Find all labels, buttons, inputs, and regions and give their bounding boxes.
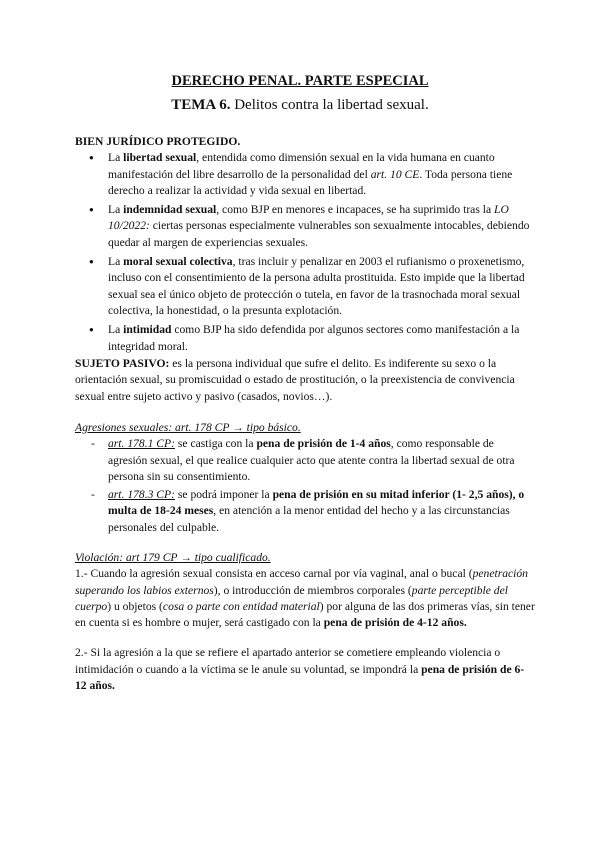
list-item: ● La libertad sexual, entendida como dimensión sexual en la vida humana en cuanto manifestación del libre desarrollo de la personalidad del art. 10 CE. Toda persona tiene derecho a realizar la actividad y vida sexual en libertad. xyxy=(75,150,535,199)
violacion-heading: Violación: art 179 CP → tipo cualificado. xyxy=(75,551,271,564)
tema-name: Delitos contra la libertad sexual. xyxy=(230,97,429,113)
list-item: ● La moral sexual colectiva, tras incluir y penalizar en 2003 el rufianismo o proxenetismo, incluso con el consentimiento de la persona adulta prostituida. Esto impide que la libertad sexual sea el único objeto de protección o tutela, en favor de la trasnochada moral sexual colectiva, la honestidad, o la presunta explotación. xyxy=(75,254,535,319)
agresiones-heading: Agresiones sexuales: art. 178 CP → tipo básico. xyxy=(75,421,301,434)
tema-label: TEMA 6. xyxy=(171,97,231,113)
bien-juridico-section xyxy=(75,134,535,358)
bien-juridico-heading: BIEN JURÍDICO PROTEGIDO. xyxy=(75,135,241,148)
list-item: - art. 178.3 CP: se podrá imponer la pena de prisión en su mitad inferior (1- 2,5 años), o multa de 18-24 meses, en atención a la menor entidad del hecho y a las circunstancias personales del culpable. xyxy=(75,487,535,536)
violacion-section xyxy=(75,550,535,694)
list-item: ● La intimidad como BJP ha sido defendida por algunos sectores como manifestación a la integridad moral. xyxy=(75,322,535,355)
agresiones-list xyxy=(75,436,535,536)
list-item: ● La indemnidad sexual, como BJP en menores e incapaces, se ha suprimido tras la LO 10/2022: ciertas personas especialmente vulnerables son sexualmente intocables, debiendo quedar al margen de experiencias sexuales. xyxy=(75,202,535,251)
tema-title xyxy=(0,97,600,114)
agresiones-section xyxy=(75,420,535,538)
violacion-paragraph-2: 2.- Si la agresión a la que se refiere el apartado anterior se cometiere empleando violencia o intimidación o cuando a la víctima se le anule su voluntad, se impondrá la pena de prisión de 6-12 años. xyxy=(75,646,525,693)
sujeto-pasivo-label: SUJETO PASIVO: xyxy=(75,357,170,370)
sujeto-pasivo-section xyxy=(75,356,535,405)
course-title: DERECHO PENAL. PARTE ESPECIAL xyxy=(171,73,429,89)
bien-juridico-list xyxy=(75,150,535,355)
violacion-paragraph-1: 1.- Cuando la agresión sexual consista en acceso carnal por vía vaginal, anal o bucal (penetración superando los labios externos), o introducción de miembros corporales (parte perceptible del cuerpo) u objetos (cosa o parte con entidad material) por alguna de las dos primeras vías, sin tener en cuenta si es hombre o mujer, será castigado con la pena de prisión de 4-12 años. xyxy=(75,567,535,630)
sujeto-pasivo-text: es la persona individual que sufre el delito. Es indiferente su sexo o la orientación sexual, su promiscuidad o estado de prostitución, o la preexistencia de convivencia sexual entre sujeto activo y pasivo (casados, novios…). xyxy=(75,357,515,403)
list-item: - art. 178.1 CP: se castiga con la pena de prisión de 1-4 años, como responsable de agresión sexual, el que realice cualquier acto que atente contra la libertad sexual de otra persona sin su consentimiento. xyxy=(75,436,535,485)
